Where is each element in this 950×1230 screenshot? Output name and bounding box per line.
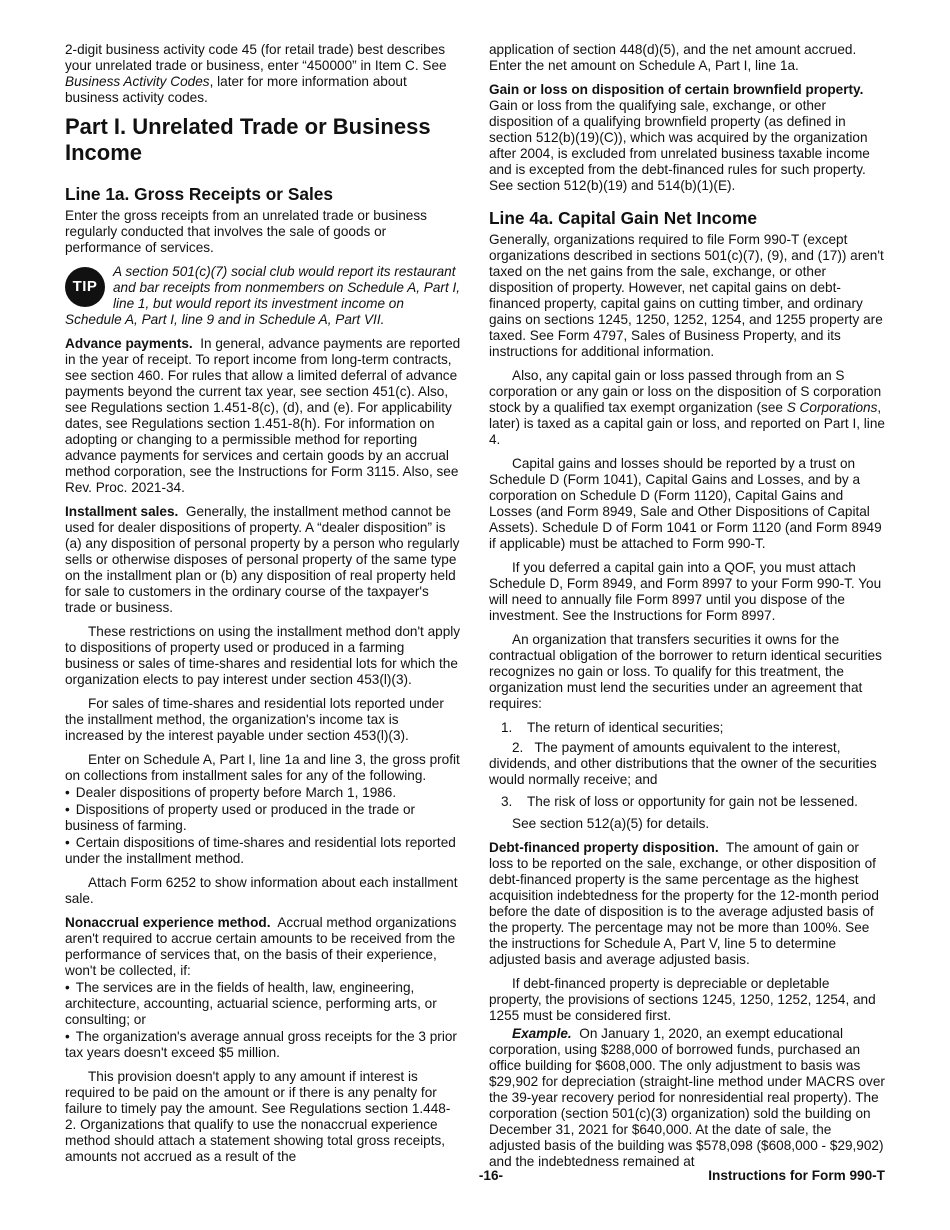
list-item: • Dealer dispositions of property before March 1, 1986. xyxy=(65,785,397,800)
left-column xyxy=(65,42,461,1173)
line1a-paragraph: Enter the gross receipts from an unrelated trade or business regularly conducted that involves the sale of goods or performance of services. xyxy=(65,208,427,255)
provision-paragraph: This provision doesn't apply to any amount if interest is required to be paid on the amount or if there is any penalty for failure to timely pay the amount. See Regulations section 1.448-2. Organizations that qualify to use the nonaccrual experience method should attach a statement showing total gross receipts, amounts not accrued as a result of the xyxy=(65,1069,451,1164)
list-item: 2. The payment of amounts equivalent to the interest, dividends, and other distributions that the owner of the securities would normally receive; and xyxy=(489,740,877,787)
advance-payments-paragraph: Advance payments. In general, advance payments are reported in the year of receipt. To report income from long-term contracts, see section 460. For rules that allow a limited deferral of advance payments beyond the current tax year, see section 451(c). Also, see Regulations section 1.451-8(c), (d), and (e). For applicability dates, see Regulations section 1.451-8(h). For information on adopting or changing to a permissible method for reporting advance payments for services and certain goods by an accrual method corporation, see the Instructions for Form 3115. Also, see Rev. Proc. 2021-34. xyxy=(65,336,461,495)
list-item: • The organization's average annual gross receipts for the 3 prior tax years doesn't exceed $5 million. xyxy=(65,1029,457,1060)
list-item: • Certain dispositions of time-shares and residential lots reported under the installment method. xyxy=(65,835,456,866)
nonaccrual-paragraph: Nonaccrual experience method. Accrual method organizations aren't required to accrue certain amounts to be received from the performance of services that, on the basis of their experience, won't be collected, if: xyxy=(65,915,457,978)
timeshares-paragraph: For sales of time-shares and residential lots reported under the installment method, the organization's income tax is increased by the interest payable under section 453(l)(3). xyxy=(65,696,444,743)
schedule-d-paragraph: Capital gains and losses should be reported by a trust on Schedule D (Form 1041), Capital Gains and Losses, and by a corporation on Schedule D (Form 1120), Capital Gains and Losses (and Form 8949, Sale and Other Dispositions of Capital Assets). Schedule D of Form 1041 or Form 1120 (and Form 8949 if applicable) must be attached to Form 990-T. xyxy=(489,456,882,551)
installment-sales-paragraph: Installment sales. Generally, the installment method cannot be used for dealer dispositions of property. A “dealer disposition” is (a) any disposition of personal property by a person who regularly sells or otherwise disposes of personal property of the same type on the installment plan or (b) any disposition of real property held for sale to customers in the ordinary course of the taxpayer's trade or business. xyxy=(65,504,460,615)
attach-paragraph: Attach Form 6252 to show information about each installment sale. xyxy=(65,875,458,906)
tip-icon: TIP xyxy=(65,267,105,307)
enter-on-paragraph: Enter on Schedule A, Part I, line 1a and line 3, the gross profit on collections from installment sales for any of the following. xyxy=(65,752,460,783)
line4a-heading: Line 4a. Capital Gain Net Income xyxy=(489,208,757,228)
page-number: -16- xyxy=(478,1168,504,1183)
tip-text: A section 501(c)(7) social club would report its restaurant and bar receipts from nonmembers on Schedule A, Part I, line 1, but would report its investment income on Schedule A, Part I, line 9 and in Schedule A, Part VII. xyxy=(65,264,461,327)
part-title: Part I. Unrelated Trade or Business Income xyxy=(65,114,431,165)
form-name: Instructions for Form 990-T xyxy=(708,1168,885,1183)
example-paragraph: Example. On January 1, 2020, an exempt educational corporation, using $288,000 of borrowed funds, purchased an office building for $608,000. The only adjustment to basis was $29,902 for depreciation (straight-line method under MACRS over the 39-year recovery period for nonresidential real property). The corporation (section 501(c)(3) organization) sold the building on December 31, 2021 for $640,000. At the date of sale, the adjusted basis of the building was $578,098 ($608,000 - $29,902) and the indebtedness remained at xyxy=(489,1026,885,1169)
brownfield-paragraph: Gain or loss on disposition of certain brownfield property. Gain or loss from the qualifying sale, exchange, or other disposition of a qualifying brownfield property (as defined in section 512(b)(19)(C)), which was acquired by the organization after 2004, is excluded from unrelated business taxable income and is excepted from the debt-financed rules for such property. See section 512(b)(19) and 514(b)(1)(E). xyxy=(489,82,870,193)
list-item: • Dispositions of property used or produced in the trade or business of farming. xyxy=(65,802,416,833)
continued-paragraph: application of section 448(d)(5), and the net amount accrued. Enter the net amount on Schedule A, Part I, line 1a. xyxy=(489,42,857,73)
line1a-heading: Line 1a. Gross Receipts or Sales xyxy=(65,184,333,204)
capital-gain-paragraph: Generally, organizations required to file Form 990-T (except organizations described in sections 501(c)(7), (9), and (17)) aren't taxed on the net gains from the sale, exchange, or other disposition of property. However, net capital gains on debt-financed property, capital gains on cutting timber, and ordinary gains on sections 1245, 1250, 1252, 1254, and 1255 property are taxed. See Form 4797, Sales of Business Property, and its instructions for additional information. xyxy=(489,232,884,359)
tip-note xyxy=(65,264,461,328)
s-corporation-paragraph: Also, any capital gain or loss passed through from an S corporation or any gain or loss on the disposition of S corporation stock by a qualified tax exempt organization (see S Corporations, later) is taxed as a capital gain or loss, and reported on Part I, line 4. xyxy=(489,368,885,447)
qof-paragraph: If you deferred a capital gain into a QOF, you must attach Schedule D, Form 8949, and Form 8997 to your Form 990-T. You will need to annually file Form 8997 until you dispose of the investment. See the Instructions for Form 8997. xyxy=(489,560,882,623)
securities-paragraph: An organization that transfers securities it owns for the contractual obligation of the borrower to return identical securities recognizes no gain or loss. To qualify for this treatment, the organization must lend the securities under an agreement that requires: xyxy=(489,632,882,711)
list-item: • The services are in the fields of health, law, engineering, architecture, accounting, actuarial science, performing arts, or consulting; or xyxy=(65,980,437,1027)
list-item: 1. The return of identical securities; xyxy=(501,720,724,735)
list-item: 3. The risk of loss or opportunity for gain not be lessened. xyxy=(501,794,858,809)
intro-paragraph: 2-digit business activity code 45 (for retail trade) best describes your unrelated trade or business, enter “450000” in Item C. See Business Activity Codes, later for more information about business activity codes. xyxy=(65,42,447,105)
debt-financed-paragraph: Debt-financed property disposition. The amount of gain or loss to be reported on the sale, exchange, or other disposition of debt-financed property is the same percentage as the highest acquisition indebtedness for the property for the 12-month period before the date of disposition is to the average adjusted basis of the property. The percentage may not be more than 100%. See the instructions for Schedule A, Part V, line 5 to determine adjusted basis and average adjusted basis. xyxy=(489,840,879,967)
right-column xyxy=(489,42,885,1178)
restrictions-paragraph: These restrictions on using the installment method don't apply to dispositions of property used or produced in a farming business or sales of time-shares and residential lots for which the organization elects to pay interest under section 453(l)(3). xyxy=(65,624,461,687)
see-512-paragraph: See section 512(a)(5) for details. xyxy=(512,816,710,831)
depreciable-paragraph: If debt-financed property is depreciable or depletable property, the provisions of sections 1245, 1250, 1252, 1254, and 1255 must be considered first. xyxy=(489,976,876,1023)
